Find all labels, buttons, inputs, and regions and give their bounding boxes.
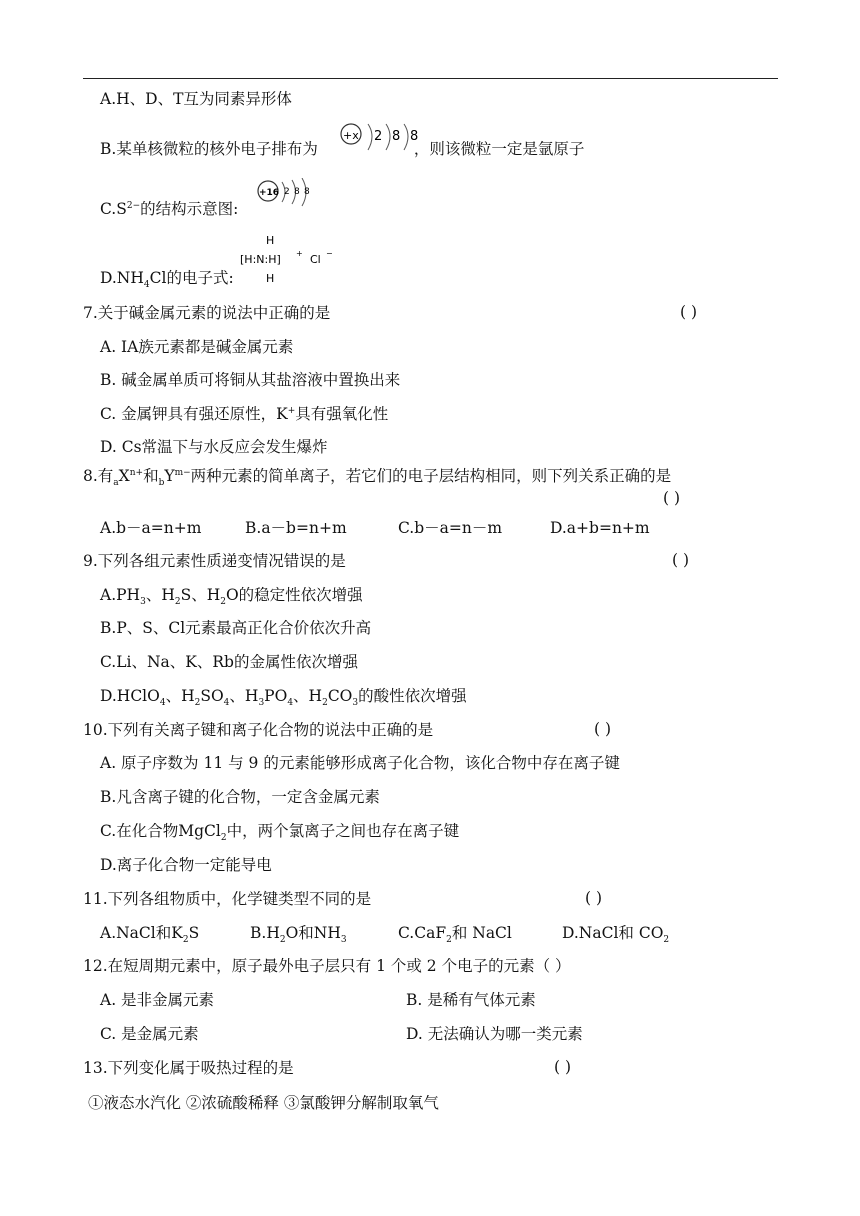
- ammonium-subscript: 4: [143, 280, 150, 291]
- q9d-sub: 2: [322, 698, 328, 709]
- q6-option-b-pre: B.某单核微粒的核外电子排布为: [100, 140, 318, 158]
- q11b-part: B.H: [250, 924, 280, 942]
- q6-option-d-post: Cl的电子式:: [149, 269, 234, 287]
- q11a-sub: 2: [182, 935, 189, 946]
- shell-count-2: 8: [294, 187, 300, 197]
- shell-count-3: 8: [410, 129, 419, 144]
- q10-stem: 10.下列有关离子键和离子化合物的说法中正确的是: [83, 721, 434, 739]
- q12-option-b: B. 是稀有气体元素: [406, 991, 536, 1009]
- q9a-sub: 3: [140, 597, 146, 608]
- q12-option-a: A. 是非金属元素: [100, 991, 215, 1009]
- q9d-part: 、H: [165, 687, 195, 705]
- q6-option-a: A.H、D、T互为同素异形体: [100, 90, 292, 108]
- q7-answer-blank: ( ): [680, 303, 698, 321]
- y-symbol: Y: [164, 467, 175, 485]
- q10-answer-blank: ( ): [594, 720, 612, 738]
- q6-option-b-post: ，则该微粒一定是氩原子: [413, 140, 585, 158]
- x-charge: n+: [129, 467, 144, 478]
- q6-option-c: [100, 199, 238, 219]
- q11c-part: C.CaF: [398, 924, 447, 942]
- q11d-sub: 2: [663, 935, 670, 946]
- q11b-sub: 3: [340, 935, 347, 946]
- q9a-sub: 2: [220, 597, 226, 608]
- ammonium-chloride-electron-formula: [240, 232, 340, 286]
- q11-option-a: [100, 923, 200, 946]
- mgcl2-subscript: 2: [220, 833, 227, 844]
- q7-option-c: [100, 404, 388, 424]
- q13-stem: 13.下列变化属于吸热过程的是: [83, 1059, 294, 1077]
- shell-count-1: 2: [374, 129, 383, 144]
- chloride-ion: Cl: [310, 253, 321, 266]
- q9d-sub: 3: [258, 698, 265, 709]
- q11a-part: S: [188, 924, 200, 942]
- q7-option-c-post: 具有强氧化性: [295, 405, 389, 423]
- y-charge: m−: [174, 467, 191, 478]
- q9-option-b: B.P、S、Cl元素最高正化合价依次升高: [100, 619, 372, 637]
- q8-and: 和: [143, 467, 159, 485]
- q11b-sub: 2: [279, 935, 286, 946]
- q11-option-c: [398, 923, 512, 946]
- q8-answer-blank: ( ): [663, 489, 681, 507]
- q6-option-d: [100, 268, 234, 291]
- q11-option-d: [562, 923, 670, 946]
- q9a-sub: 2: [174, 597, 181, 608]
- q9d-part: CO: [327, 687, 353, 705]
- q9-answer-blank: ( ): [672, 551, 690, 569]
- shell-count-2: 8: [392, 129, 401, 144]
- chloride-charge: −: [326, 249, 333, 258]
- q13-items: ①液态水汽化 ②浓硫酸稀释 ③氯酸钾分解制取氧气: [88, 1094, 439, 1112]
- q6-option-c-pre: C.S: [100, 200, 127, 218]
- shell-count-1: 2: [284, 187, 290, 197]
- q11c-sub: 2: [446, 935, 452, 946]
- ammonium-charge: +: [296, 249, 303, 258]
- q9d-sub: 4: [287, 698, 294, 709]
- q11d-part: D.NaCl和 CO: [562, 924, 664, 942]
- q12-option-d: D. 无法确认为哪一类元素: [406, 1025, 583, 1043]
- q11-option-b: [250, 923, 347, 946]
- hydrogen-bottom: H: [266, 272, 275, 285]
- potassium-ion-charge: +: [287, 405, 296, 416]
- ammonium-core: [H:N:H]: [240, 253, 281, 266]
- q9d-part: 的酸性依次增强: [358, 687, 467, 705]
- q9-stem: 9.下列各组元素性质递变情况错误的是: [83, 552, 346, 570]
- q9a-part: S、H: [180, 586, 221, 604]
- q8-stem-end: 两种元素的简单离子，若它们的电子层结构相同，则下列关系正确的是: [190, 467, 672, 485]
- q9-option-a: [100, 585, 363, 608]
- y-atomic-number: b: [158, 478, 165, 489]
- x-symbol: X: [118, 467, 130, 485]
- shell-count-3: 8: [304, 187, 310, 197]
- q7-option-b: B. 碱金属单质可将铜从其盐溶液中置换出来: [100, 371, 401, 389]
- q7-option-c-pre: C. 金属钾具有强还原性，K: [100, 405, 288, 423]
- q7-option-d: D. Cs常温下与水反应会发生爆炸: [100, 438, 328, 456]
- q9d-part: 、H: [293, 687, 323, 705]
- atom-structure-diagram-x: [338, 118, 428, 162]
- q9d-sub: 2: [194, 698, 201, 709]
- q9d-part: SO: [200, 687, 224, 705]
- q6-option-d-pre: D.NH: [100, 269, 144, 287]
- shell-arc-1: [368, 124, 372, 150]
- q9d-sub: 3: [352, 698, 359, 709]
- q12-stem: 12.在短周期元素中，原子最外电子层只有 1 个或 2 个电子的元素（ ）: [83, 957, 571, 975]
- shell-arc-2: [386, 124, 390, 150]
- sulfide-structure-diagram: [256, 178, 320, 212]
- q9d-part: PO: [264, 687, 288, 705]
- hydrogen-top: H: [266, 234, 275, 247]
- sulfide-charge: 2−: [126, 200, 141, 211]
- q9-option-c: C.Li、Na、K、Rb的金属性依次增强: [100, 653, 358, 671]
- q11c-part: 和 NaCl: [451, 924, 512, 942]
- q10-option-c: [100, 821, 460, 844]
- q8-option-c: C.b－a=n－m: [398, 519, 503, 537]
- q7-stem: 7.关于碱金属元素的说法中正确的是: [83, 304, 331, 322]
- shell-arc-3: [404, 124, 408, 150]
- nucleus-charge-16: +16: [259, 188, 280, 198]
- q10-option-d: D.离子化合物一定能导电: [100, 856, 272, 874]
- header-rule: [83, 78, 778, 79]
- q8-stem-start: 8.有: [83, 467, 114, 485]
- q9a-part: O的稳定性依次增强: [225, 586, 363, 604]
- q10-option-c-pre: C.在化合物MgCl: [100, 822, 221, 840]
- q9d-sub: 4: [223, 698, 230, 709]
- q9d-part: 、H: [229, 687, 259, 705]
- q9d-part: D.HClO: [100, 687, 160, 705]
- q10-option-a: A. 原子序数为 11 与 9 的元素能够形成离子化合物，该化合物中存在离子键: [100, 754, 620, 772]
- q8-option-b: B.a－b=n+m: [245, 519, 347, 537]
- q9a-part: A.PH: [100, 586, 141, 604]
- q9-option-d: [100, 686, 467, 709]
- q10-option-b: B.凡含离子键的化合物，一定含金属元素: [100, 788, 380, 806]
- q11-answer-blank: ( ): [585, 889, 603, 907]
- q8-option-d: D.a+b=n+m: [550, 519, 650, 537]
- q10-option-c-post: 中，两个氯离子之间也存在离子键: [226, 822, 460, 840]
- q8-option-a: A.b－a=n+m: [100, 519, 202, 537]
- q11-stem: 11.下列各组物质中，化学键类型不同的是: [83, 890, 372, 908]
- q8-stem: [83, 466, 672, 489]
- q11a-part: A.NaCl和K: [100, 924, 183, 942]
- nucleus-charge-x: +x: [343, 129, 359, 142]
- q7-option-a: A. ⅠA族元素都是碱金属元素: [100, 338, 294, 356]
- q9d-sub: 4: [159, 698, 166, 709]
- q13-answer-blank: ( ): [554, 1058, 572, 1076]
- x-atomic-number: a: [113, 478, 119, 489]
- q9a-part: 、H: [145, 586, 175, 604]
- q11b-part: O和NH: [285, 924, 341, 942]
- q6-option-c-post: 的结构示意图:: [140, 200, 239, 218]
- q12-option-c: C. 是金属元素: [100, 1025, 199, 1043]
